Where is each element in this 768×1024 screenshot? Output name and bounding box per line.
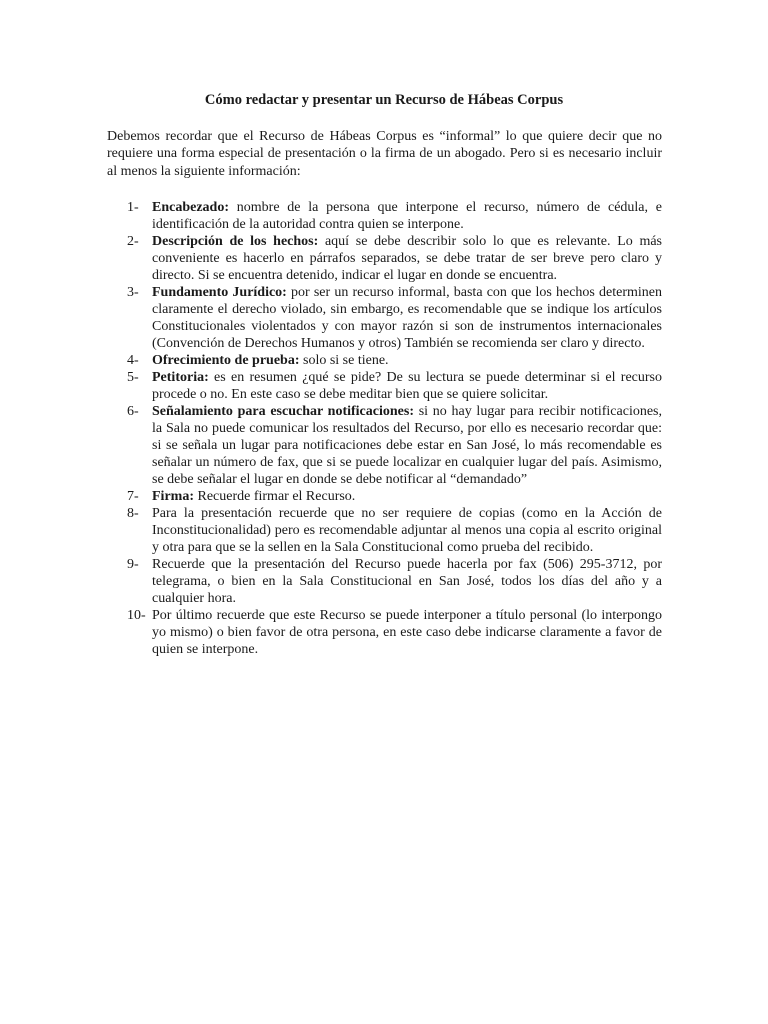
list-item-number: 10- (127, 608, 146, 623)
list-item-text: Recuerde firmar el Recurso. (193, 489, 356, 504)
list-item-body (152, 505, 662, 556)
list-item (107, 488, 662, 505)
list-item-body (152, 369, 662, 403)
list-item (107, 403, 662, 488)
list-item-number: 8- (127, 506, 139, 521)
list-item-number: 7- (127, 489, 139, 504)
list-item-text: Para la presentación recuerde que no ser requiere de copias (como en la Acción de Inconstitucionalidad) pero es recomendable adjuntar al menos una copia al escrito original y otra para que se la sellen en la Sala Constitucional como prueba del recibido. (152, 506, 662, 555)
list-item-body (152, 199, 662, 233)
requirements-list (107, 199, 662, 658)
list-item-label: Petitoria: (152, 370, 209, 385)
list-item-number: 9- (127, 557, 139, 572)
list-item (107, 607, 662, 658)
list-item-text: Recuerde que la presentación del Recurso puede hacerla por fax (506) 295-3712, por telegrama, o bien en la Sala Constitucional en San José, todos los días del año y a cualquier hora. (152, 557, 662, 606)
intro-paragraph: Debemos recordar que el Recurso de Hábeas Corpus es “informal” lo que quiere decir que no requiere una forma especial de presentación o la firma de un abogado. Pero si es necesario incluir al menos la siguiente información: (107, 129, 662, 179)
list-item-number: 5- (127, 370, 139, 385)
list-item (107, 352, 662, 369)
list-item-text: es en resumen ¿qué se pide? De su lectura se puede determinar si el recurso procede o no. En este caso se debe meditar bien que se quiere solicitar. (152, 370, 662, 402)
list-item-text: aquí se debe describir solo lo que es relevante. Lo más conveniente es hacerlo en párrafos separados, se debe tratar de ser breve pero claro y directo. Si se encuentra detenido, indicar el lugar en donde se encuentra. (152, 234, 662, 283)
list-item-body (152, 556, 662, 607)
list-item (107, 369, 662, 403)
list-item (107, 284, 662, 352)
document-title: Cómo redactar y presentar un Recurso de Hábeas Corpus (204, 92, 564, 108)
list-item-body (152, 607, 662, 658)
list-item (107, 199, 662, 233)
list-item-number: 3- (127, 285, 139, 300)
list-item-body (152, 284, 662, 352)
list-item (107, 556, 662, 607)
list-item-label: Fundamento Jurídico: (152, 285, 287, 300)
list-item-body (152, 352, 662, 369)
list-item-label: Firma: (152, 489, 194, 504)
list-item-number: 4- (127, 353, 139, 368)
list-item-text: si no hay lugar para recibir notificaciones, la Sala no puede comunicar los resultados del Recurso, por ello es necesario recordar que: si se señala un lugar para notificaciones debe estar en San José, lo más recomendable es señalar un número de fax, que si se puede localizar en cualquier lugar del país. Asimismo, se debe señalar el lugar en donde se debe notificar al “demandado” (152, 404, 662, 487)
list-item (107, 505, 662, 556)
list-item-label: Encabezado: (152, 200, 229, 215)
list-item-text: nombre de la persona que interpone el recurso, número de cédula, e identificación de la autoridad contra quien se interpone. (152, 200, 662, 232)
list-item-number: 1- (127, 200, 139, 215)
list-item-text: solo si se tiene. (299, 353, 389, 368)
list-item-text: Por último recuerde que este Recurso se puede interponer a título personal (lo interpongo yo mismo) o bien favor de otra persona, en este caso debe indicarse claramente a favor de quien se interpone. (152, 608, 662, 657)
list-item-label: Ofrecimiento de prueba: (152, 353, 300, 368)
list-item-label: Señalamiento para escuchar notificaciones: (152, 404, 414, 419)
list-item-number: 6- (127, 404, 139, 419)
list-item (107, 233, 662, 284)
list-item-body (152, 233, 662, 284)
list-item-label: Descripción de los hechos: (152, 234, 319, 249)
list-item-body (152, 488, 662, 505)
list-item-text: por ser un recurso informal, basta con que los hechos determinen claramente el derecho violado, sin embargo, es recomendable que se indique los artículos Constitucionales violentados y con mayor razón si son de instrumentos internacionales (Convención de Derechos Humanos y otros) También se recomienda ser claro y directo. (152, 285, 662, 351)
list-item-number: 2- (127, 234, 139, 249)
list-item-body (152, 403, 662, 488)
